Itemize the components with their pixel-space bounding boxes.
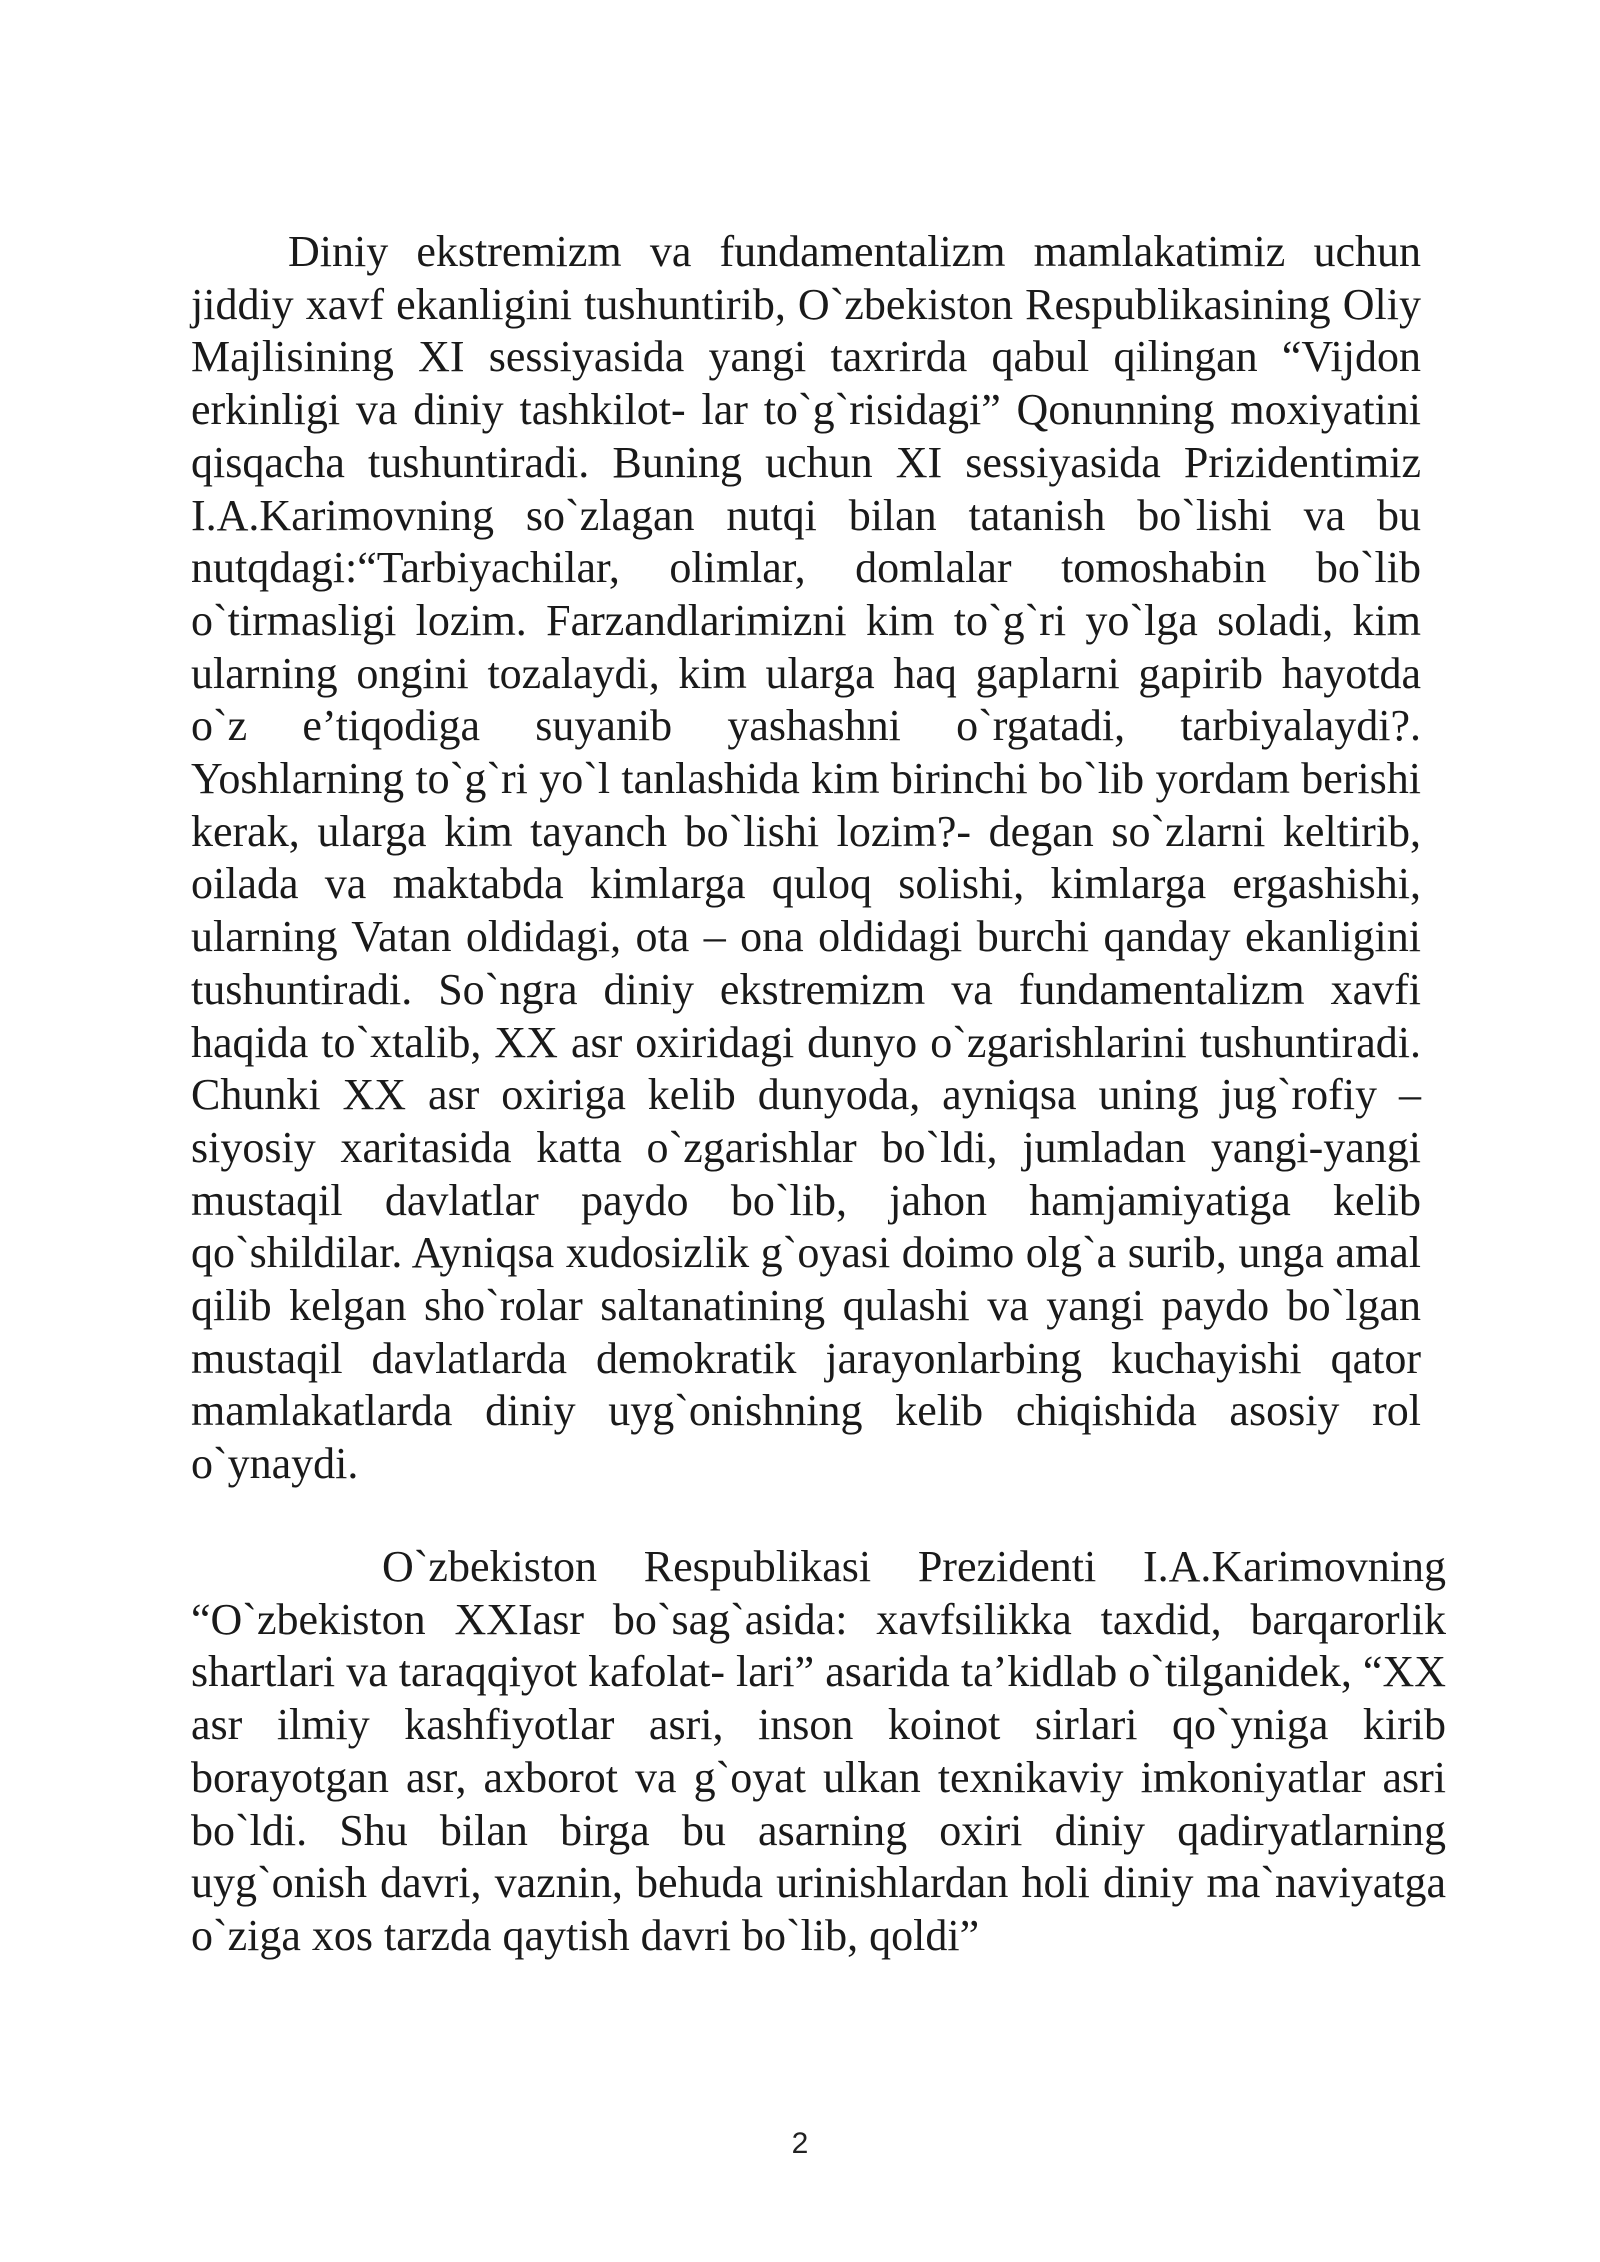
body-paragraph-1: Diniy ekstremizm va fundamentalizm mamlakatimiz uchun jiddiy xavf ekanligini tushuntirib, O`zbekiston Respublikasining Oliy Majlisining XI sessiyasida yangi taxrirda qabul qilingan “Vijdon erkinligi va diniy tashkilot- lar to`g`risidagi” Qonunning moxiyatini qisqacha tushuntiradi. Buning uchun XI sessiyasida Prizidentimiz I.A.Karimovning so`zlagan nutqi bilan tatanish bo`lishi va bu nutqdagi:“Tarbiyachilar, olimlar, domlalar tomoshabin bo`lib o`tirmasligi lozim. Farzandlarimizni kim to`g`ri yo`lga soladi, kim ularning ongini tozalaydi, kim ularga haq gaplarni gapirib hayotda o`z e’tiqodiga suyanib yashashni o`rgatadi, tarbiyalaydi?. Yoshlarning to`g`ri yo`l tanlashida kim birinchi bo`lib yordam berishi kerak, ularga kim tayanch bo`lishi lozim?- degan so`zlarni keltirib, oilada va maktabda kimlarga quloq solishi, kimlarga ergashishi, ularning Vatan oldidagi, ota – ona oldidagi burchi qanday ekanligini tushuntiradi. So`ngra diniy ekstremizm va fundamentalizm xavfi haqida to`xtalib, XX asr oxiridagi dunyo o`zgarishlarini tushuntiradi. Chunki XX asr oxiriga kelib dunyoda, ayniqsa uning jug`rofiy – siyosiy xaritasida katta o`zgarishlar bo`ldi, jumladan yangi-yangi mustaqil davlatlar paydo bo`lib, jahon hamjamiyatiga kelib qo`shildilar. Ayniqsa xudosizlik g`oyasi doimo olg`a surib, unga amal qilib kelgan sho`rolar saltanatining qulashi va yangi paydo bo`lgan mustaqil davlatlarda demokratik jarayonlarbing kuchayishi qator mamlakatlarda diniy uyg`onishning kelib chiqishida asosiy rol o`ynaydi.	[191, 227, 1421, 1489]
page-number: 2	[791, 2127, 809, 2160]
body-paragraph-2: O`zbekiston Respublikasi Prezidenti I.A.Karimovning “O`zbekiston XXIasr bo`sag`asida: xavfsilikka taxdid, barqarorlik shartlari va taraqqiyot kafolat- lari” asarida ta’kidlab o`tilganidek, “XX asr ilmiy kashfiyotlar asri, inson koinot sirlari qo`yniga kirib borayotgan asr, axborot va g`oyat ulkan texnikaviy imkoniyatlar asri bo`ldi. Shu bilan birga bu asarning oxiri diniy qadiryatlarning uyg`onish davri, vaznin, behuda urinishlardan holi diniy ma`naviyatga o`ziga xos tarzda qaytish davri bo`lib, qoldi”	[191, 1542, 1446, 1960]
